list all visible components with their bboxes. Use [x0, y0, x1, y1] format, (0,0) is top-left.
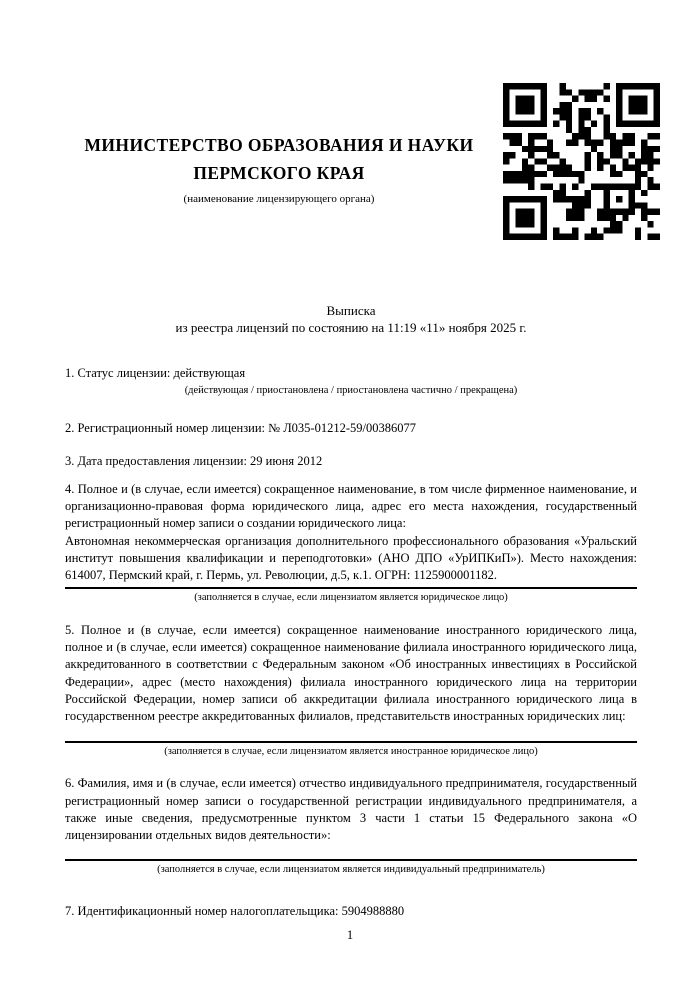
item-5-foreign-entity	[65, 622, 637, 759]
document-title-line2: из реестра лицензий по состоянию на 11:19 «11» ноября 2025 г.	[175, 320, 527, 335]
item-7-taxpayer-number	[65, 903, 637, 920]
item-3-license-date	[65, 453, 637, 470]
licensing-authority-header	[40, 131, 518, 206]
item-2-label: 2. Регистрационный номер лицензии: № Л035-01212-59/00386077	[65, 421, 416, 436]
item-4-label: 4. Полное и (в случае, если имеется) сокращенное наименование, в том числе фирменное наименование, и организационно-правовая форма юридического лица, адрес его места нахождения, государственный регистрационный номер записи о создании юридического лица:	[65, 481, 637, 531]
document-title-line1: Выписка	[326, 303, 376, 318]
item-6-label: 6. Фамилия, имя и (в случае, если имеется) отчество индивидуального предпринимателя, государственный регистрационный номер записи о государственной регистрации индивидуального предпринимателя, а также иные сведения, предусмотренные пунктом 3 части 1 статьи 15 Федерального закона «О лицензировании отдельных видов деятельности»:	[65, 776, 637, 843]
item-1-label: 1. Статус лицензии: действующая	[65, 366, 246, 380]
document-title	[65, 302, 637, 336]
item-4-value: Автономная некоммерческая организация дополнительного профессионального образования «Уральский институт повышения квалификации и переподготовки» (АНО ДПО «УрИПКиП»). Место нахождения: 614007, Пермский край, г. Пермь, ул. Революции, д.5, к.1. ОГРН: 1125900001182.	[65, 533, 637, 583]
page-number: 1	[346, 928, 354, 942]
ministry-name-line1: МИНИСТЕРСТВО ОБРАЗОВАНИЯ И НАУКИ	[84, 135, 474, 155]
item-2-registration-number	[65, 420, 637, 437]
item-1-license-status	[65, 365, 637, 397]
item-6-fill-line	[65, 859, 637, 861]
item-5-fill-line	[65, 741, 637, 743]
item-5-label: 5. Полное и (в случае, если имеется) сокращенное наименование иностранного юридического лица, полное и (в случае, если имеется) сокращенное наименование филиала иностранного юридического лица, аккредитованного в соответствии с Федеральным законом «Об иностранных инвестициях в Российской Федерации», адрес (место нахождения) филиала иностранного юридического лица на территории Российской Федерации, номер записи об аккредитации филиала иностранного юридического лица в государственном реестре аккредитованных филиалов, представительств иностранных юридических лиц:	[65, 622, 637, 724]
item-6-caption: (заполняется в случае, если лицензиатом является индивидуальный предприниматель)	[157, 863, 545, 875]
item-5-value	[65, 725, 637, 739]
item-7-label: 7. Идентификационный номер налогоплательщика: 5904988880	[65, 903, 405, 918]
item-4-fill-line	[65, 587, 637, 589]
item-1-caption: (действующая / приостановлена / приостановлена частично / прекращена)	[184, 385, 518, 397]
ministry-name-line2: ПЕРМСКОГО КРАЯ	[193, 163, 365, 183]
document-body	[65, 302, 637, 920]
ministry-name-caption: (наименование лицензирующего органа)	[183, 193, 375, 205]
item-6-individual-entrepreneur	[65, 775, 637, 875]
item-6-value	[65, 845, 637, 857]
item-3-label: 3. Дата предоставления лицензии: 29 июня 2012	[65, 453, 323, 468]
item-4-caption: (заполняется в случае, если лицензиатом является юридическое лицо)	[194, 591, 508, 603]
qr-code	[503, 83, 660, 240]
item-5-caption: (заполняется в случае, если лицензиатом является иностранное юридическое лицо)	[164, 746, 538, 758]
item-4-legal-entity	[65, 481, 637, 604]
